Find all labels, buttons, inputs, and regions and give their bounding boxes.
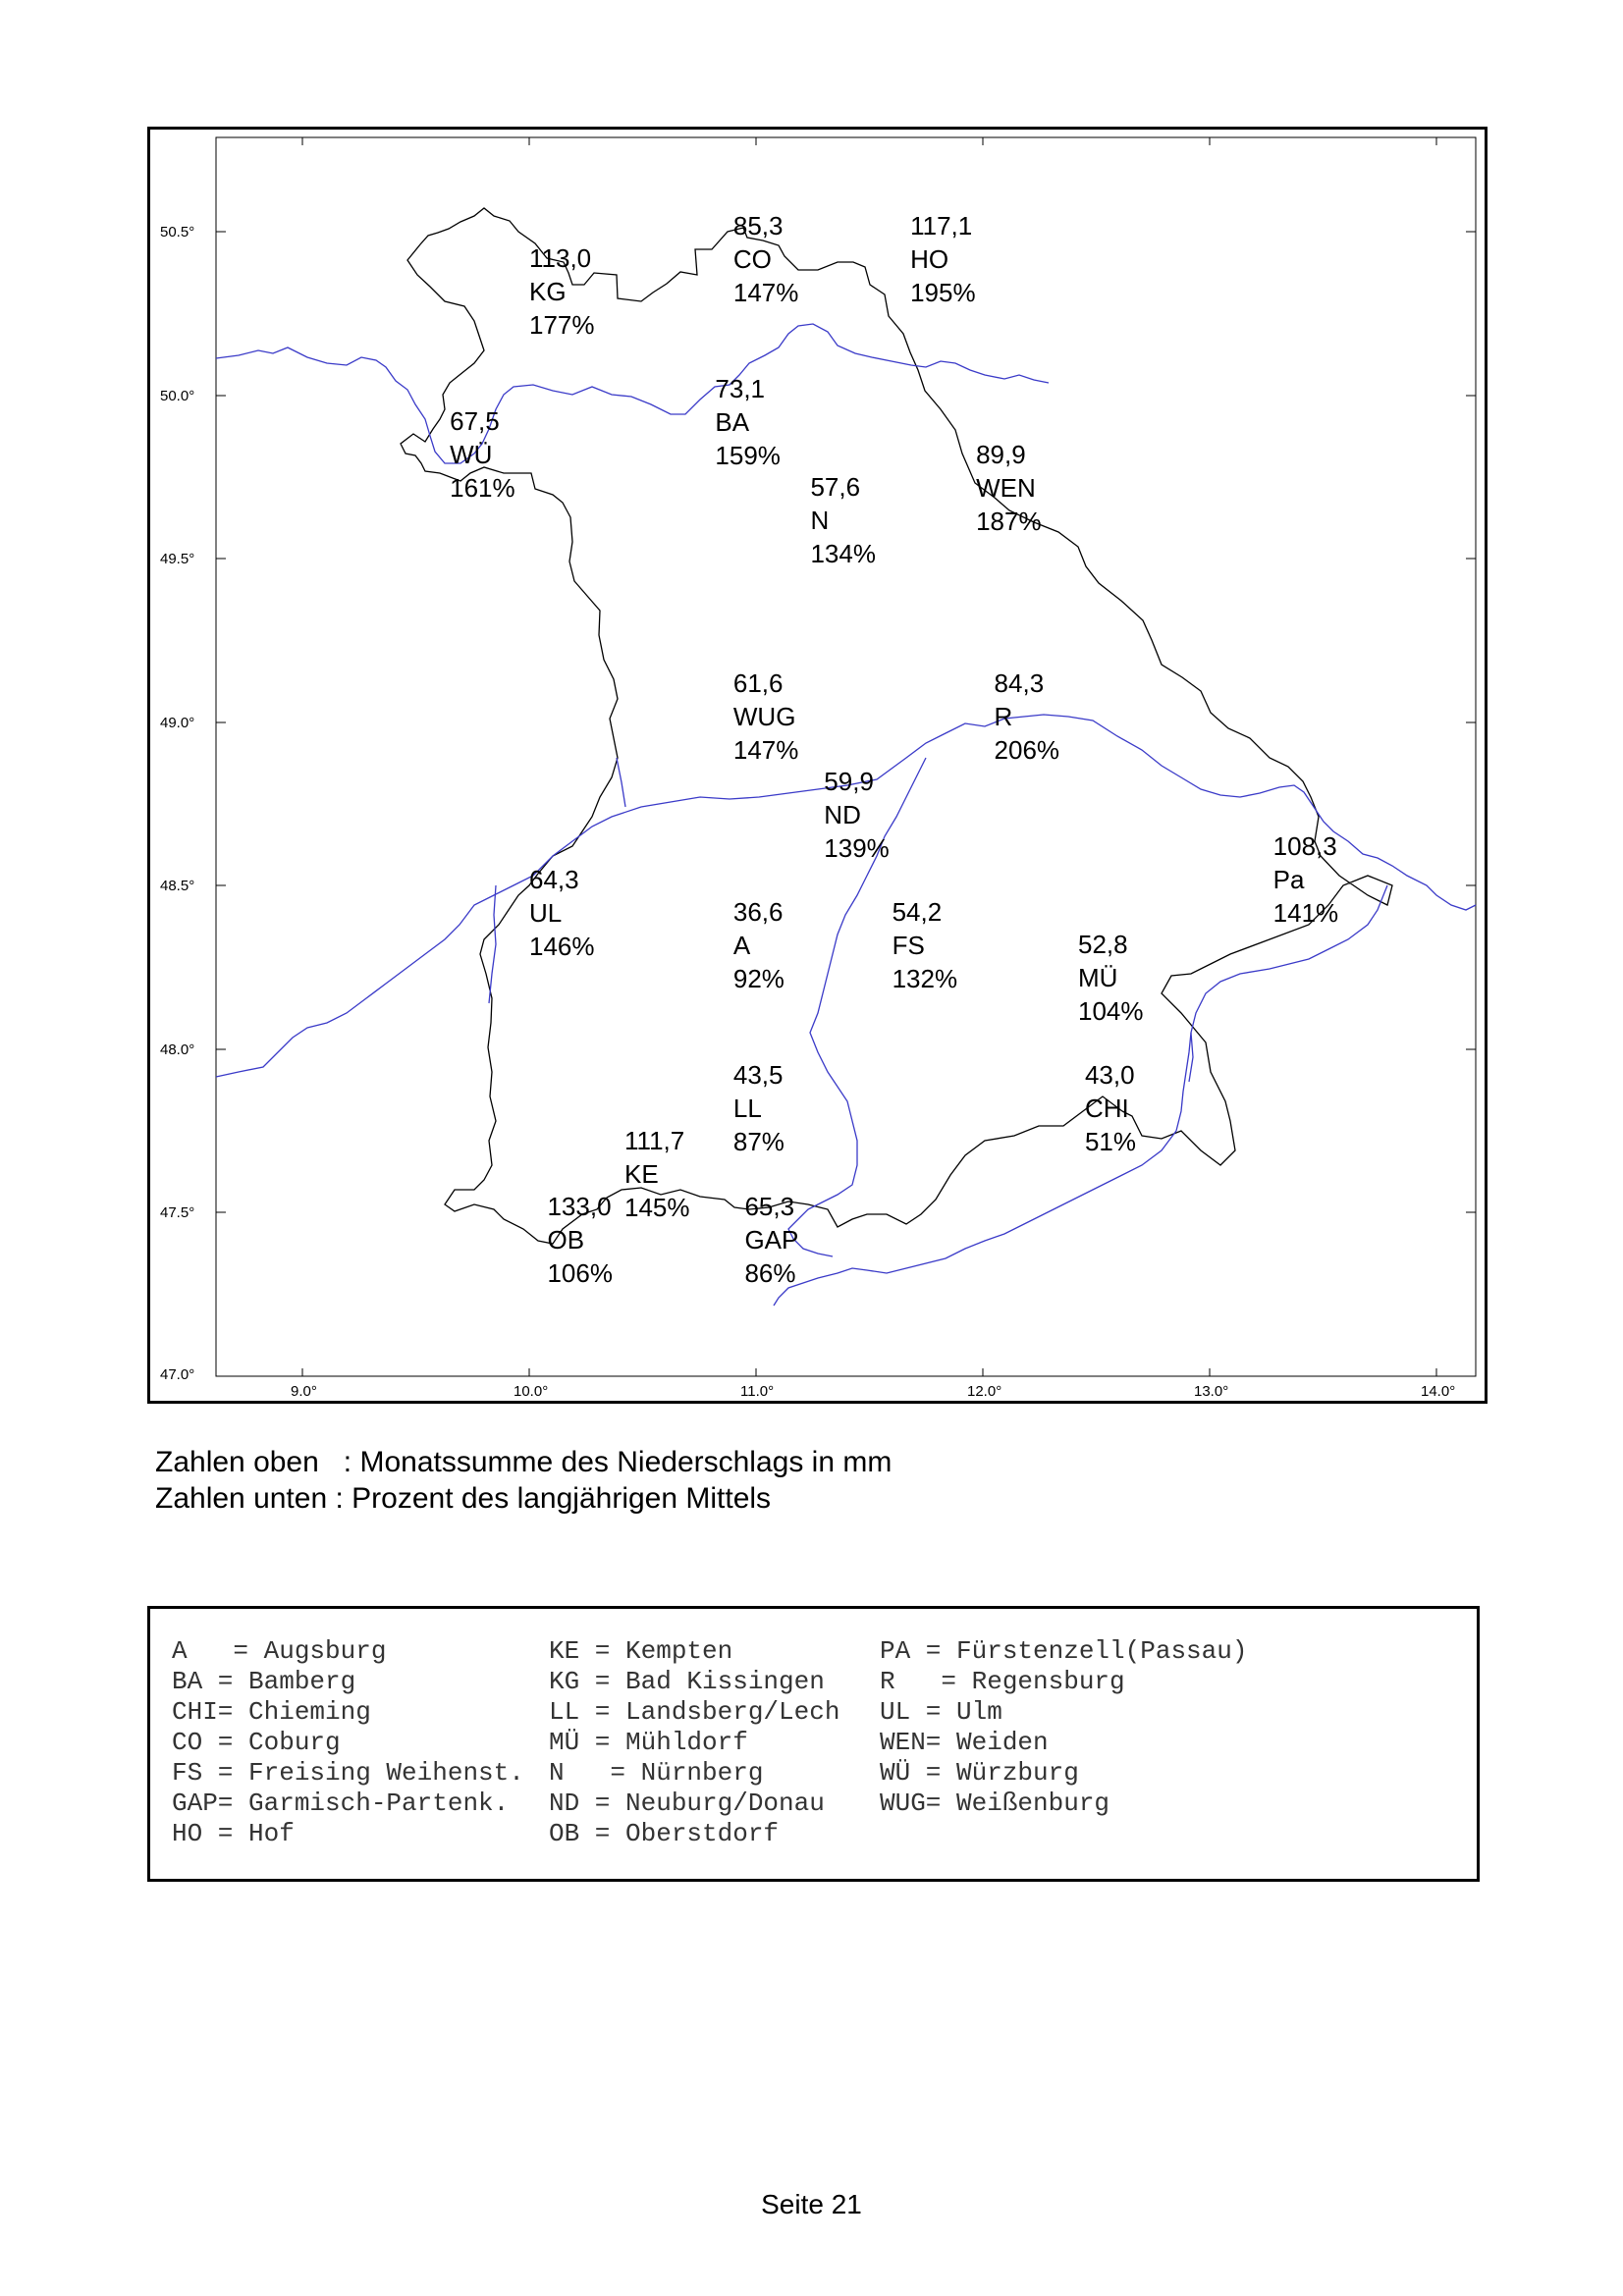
station-co [733,209,799,309]
lon-label: 11.0° [740,1383,775,1400]
lon-label: 12.0° [967,1383,1002,1400]
station-percent: 147% [732,277,799,307]
station-value: 73,1 [715,374,766,404]
station-code: GAP [744,1224,799,1255]
station-code: KE [624,1159,659,1190]
lon-ticks [302,137,1436,1376]
legend-entry: GAP= Garmisch-Partenk. [172,1789,510,1818]
legend-entry: BA = Bamberg [172,1667,356,1696]
river-lech [617,758,625,807]
precipitation-map [147,127,1488,1404]
station-value: 36,6 [732,896,784,927]
lat-ticks [216,232,1476,1212]
legend-column-3 [880,1636,1247,1819]
legend-entry: CO = Coburg [172,1728,341,1757]
station-ob [547,1190,613,1290]
station-value: 57,6 [810,472,861,503]
station-percent: 206% [994,734,1060,765]
station-code: ND [824,799,861,829]
station-ul [529,863,595,963]
station-value: 61,6 [732,667,784,698]
legend-entry: KE = Kempten [549,1636,733,1666]
lon-label: 13.0° [1194,1383,1229,1400]
station-percent: 86% [744,1257,796,1288]
legend-entry: WEN= Weiden [880,1728,1049,1757]
lat-label: 48.5° [160,878,195,894]
station-wü [450,404,515,505]
station-value: 113,0 [529,242,592,273]
explanation-line-values: Zahlen oben : Monatssumme des Niederschlags in mm [155,1446,893,1478]
station-wen [976,438,1042,538]
legend-entry: WÜ = Würzburg [880,1758,1079,1788]
station-code: Pa [1272,865,1305,895]
station-fs [893,895,958,995]
legend-entry: N = Nürnberg [549,1758,764,1788]
station-code: R [994,701,1013,731]
station-percent: 141% [1272,898,1339,929]
legend-entry: KG = Bad Kissingen [549,1667,825,1696]
station-percent: 159% [715,441,781,471]
station-code: MÜ [1078,963,1118,993]
station-percent: 187% [976,506,1042,536]
legend-entry: MÜ = Mühldorf [549,1728,748,1757]
station-code: WEN [976,472,1036,503]
lat-label: 50.0° [160,388,195,404]
lon-label: 9.0° [291,1383,317,1400]
lon-label: 14.0° [1421,1383,1456,1400]
station-code: BA [715,407,750,438]
station-legend [147,1606,1480,1882]
station-percent: 104% [1078,996,1144,1027]
station-ho [910,209,976,309]
station-pa [1273,829,1339,930]
station-percent: 51% [1084,1127,1136,1157]
legend-entry: ND = Neuburg/Donau [549,1789,825,1818]
lat-label: 47.5° [160,1204,195,1221]
river-main [216,324,1049,463]
station-percent: 134% [810,539,876,569]
station-value: 111,7 [624,1126,685,1156]
station-code: CHI [1084,1094,1129,1124]
station-code: LL [732,1094,762,1124]
station-percent: 132% [892,963,958,993]
legend-entry: R = Regensburg [880,1667,1125,1696]
station-code: N [810,506,830,536]
station-code: A [732,930,751,960]
station-value: 59,9 [824,766,874,796]
lat-label: 49.0° [160,715,195,731]
lon-label: 10.0° [514,1383,549,1400]
station-value: 67,5 [450,406,500,437]
station-value: 52,8 [1078,930,1128,960]
station-gap [744,1190,798,1290]
station-r [995,667,1060,767]
station-value: 117,1 [910,210,973,240]
station-nd [824,765,890,865]
legend-entry: LL = Landsberg/Lech [549,1697,840,1727]
station-chi [1085,1058,1136,1158]
legend-entry: PA = Fürstenzell(Passau) [880,1636,1248,1666]
station-wug [733,667,799,767]
explanation-line-percent: Zahlen unten : Prozent des langjährigen Mittels [155,1482,772,1515]
station-percent: 139% [824,832,890,863]
station-code: OB [547,1224,585,1255]
station-code: UL [529,897,563,928]
station-percent: 161% [450,473,515,504]
station-value: 43,0 [1084,1060,1135,1091]
station-value: 43,5 [732,1060,784,1091]
station-code: WÜ [450,440,493,470]
station-percent: 195% [910,277,976,307]
station-code: HO [910,243,949,274]
lat-label: 48.0° [160,1041,195,1058]
station-percent: 92% [732,963,784,993]
legend-column-1 [172,1636,524,1849]
legend-entry: HO = Hof [172,1819,295,1848]
legend-entry: CHI= Chieming [172,1697,371,1727]
page-number: Seite 21 [761,2189,862,2219]
legend-entry: A = Augsburg [172,1636,387,1666]
station-code: WUG [732,701,796,731]
station-code: FS [892,930,925,960]
station-percent: 177% [529,309,595,340]
legend-entry: FS = Freising Weihenst. [172,1758,524,1788]
station-percent: 147% [732,734,799,765]
station-ll [733,1058,784,1158]
legend-entry: WUG= Weißenburg [880,1789,1110,1818]
station-value: 54,2 [892,896,943,927]
river-iller [489,885,496,1003]
station-value: 108,3 [1272,831,1337,862]
map-canvas [150,130,1485,1401]
station-value: 65,3 [744,1191,795,1221]
station-percent: 106% [547,1257,613,1288]
station-ke [624,1124,690,1224]
station-value: 64,3 [529,864,579,894]
station-kg [529,241,595,342]
legend-column-2 [549,1636,839,1849]
station-value: 89,9 [976,439,1026,469]
station-percent: 146% [529,931,595,961]
lat-label: 47.0° [160,1366,195,1383]
station-percent: 87% [732,1127,784,1157]
legend-entry: OB = Oberstdorf [549,1819,780,1848]
station-ba [715,372,781,472]
station-a [733,895,784,995]
station-n [810,470,876,570]
station-value: 133,0 [547,1191,612,1221]
station-value: 84,3 [994,667,1045,698]
station-code: KG [529,276,567,306]
legend-entry: UL = Ulm [880,1697,1002,1727]
station-mü [1078,928,1144,1028]
lat-label: 49.5° [160,551,195,567]
station-percent: 145% [624,1193,690,1223]
state-border [401,208,1392,1244]
station-value: 85,3 [732,210,784,240]
station-code: CO [732,243,772,274]
lat-label: 50.5° [160,224,195,240]
plot-area-border [216,137,1476,1376]
